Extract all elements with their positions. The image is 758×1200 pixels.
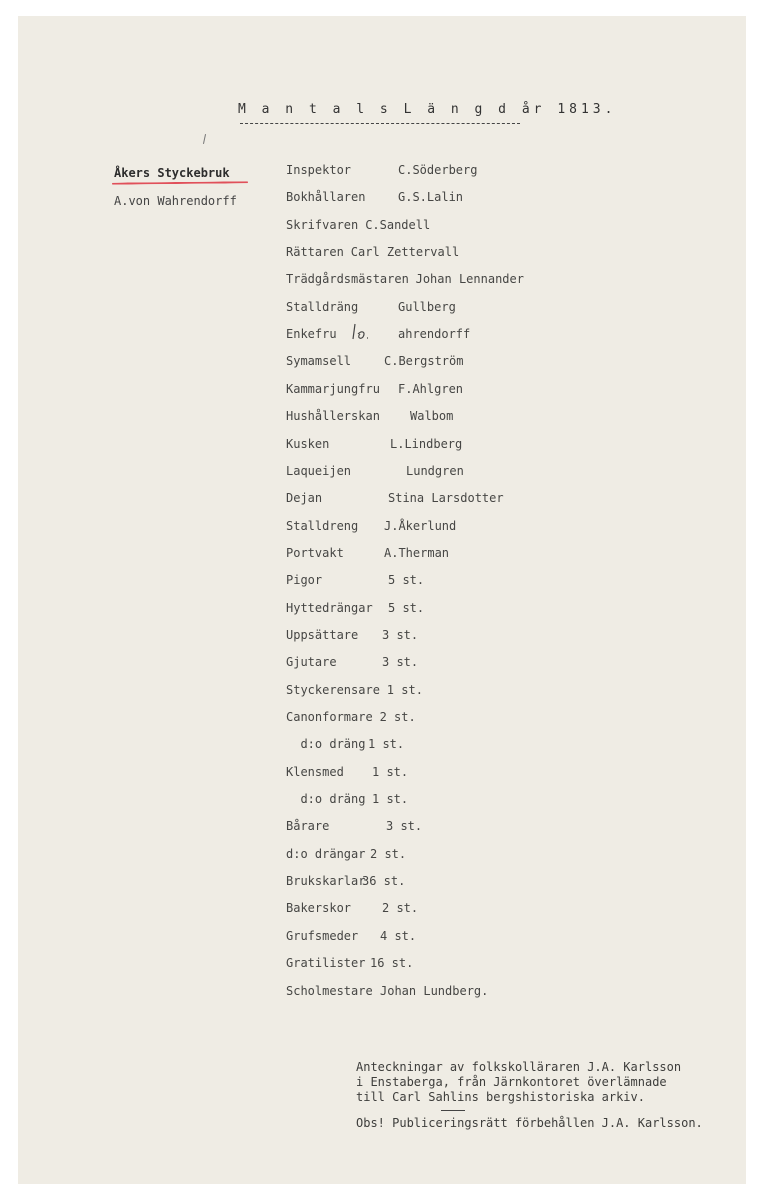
entry-role: Klensmed [286, 764, 344, 779]
entry-role: Enkefru [286, 327, 337, 342]
entry-role: Laqueijen [286, 463, 352, 478]
entry-name: 3 st. [382, 655, 419, 670]
owner-name: A.von Wahrendorff [114, 194, 237, 208]
entry-name: L.Lindberg [390, 436, 463, 451]
entry-role: Gratilister [286, 956, 366, 971]
entry-role: Hushållerskan [286, 409, 380, 424]
entry-name: 3 st. [382, 627, 419, 642]
entry-name: 2 st. [370, 846, 407, 861]
entry-name: F.Ahlgren [398, 381, 464, 396]
entry-role: Inspektor [286, 163, 352, 177]
entry-role: Rättaren [286, 245, 344, 260]
entry-role: Brukskarlar [286, 874, 366, 889]
document-page [18, 16, 746, 1184]
rights-notice: Obs! Publiceringsrätt förbehållen J.A. Karlsson. [356, 1116, 703, 1130]
entry-name: 1 st. [386, 682, 423, 697]
entry-role: Kusken [286, 436, 330, 451]
entry-name: 2 st. [379, 710, 416, 724]
entry-role: Styckerensare [286, 682, 380, 697]
entry-name: Johan Lennander [415, 272, 524, 287]
estate-name: Åkers Styckebruk [114, 166, 230, 180]
entry-name: Carl Zettervall [350, 245, 460, 260]
entry-name: 5 st. [388, 600, 425, 615]
note-separator [441, 1110, 465, 1111]
entry-role: Pigor [286, 573, 323, 588]
entry-role: Portvakt [286, 545, 344, 560]
entry-role: d:o drängar [286, 846, 366, 861]
entry-name: Johan Lundberg. [380, 983, 489, 998]
title-underline [240, 123, 520, 124]
entry-name: 5 st. [388, 573, 425, 588]
entry-name: J.Åkerlund [384, 518, 457, 533]
entry-name: G.S.Lalin [398, 190, 464, 205]
entry-role: Bakerskor [286, 901, 352, 916]
entry-role: Canonformare [286, 710, 373, 724]
entry-role: Grufsmeder [286, 928, 359, 943]
entry-role: Dejan [286, 491, 323, 506]
entry-role: d:o dräng [286, 792, 366, 807]
entry-name: C.Sandell [365, 217, 431, 232]
handwritten-mark [350, 322, 372, 342]
note-line: till Carl Sahlins bergshistoriska arkiv. [356, 1090, 645, 1104]
entry-role: d:o dräng [286, 737, 366, 752]
entry-name: 1 st. [368, 737, 405, 752]
entry-role: Trädgårdsmästaren [286, 272, 409, 287]
entry-role: Hyttedrängar [286, 600, 373, 615]
entry-name: Gullberg [398, 299, 456, 314]
note-line: i Enstaberga, från Järnkontoret överlämnade [356, 1075, 667, 1089]
entry-name: Walbom [410, 409, 454, 424]
entry-name: C.Bergström [384, 354, 464, 369]
entry-name: 16 st. [370, 956, 414, 971]
entry-role: Skrifvaren [286, 217, 359, 232]
document-title: M a n t a l s L ä n g d år 1813. [238, 102, 617, 117]
pencil-mark [203, 134, 206, 144]
entry-name: Lundgren [406, 463, 464, 478]
entry-name: 3 st. [386, 819, 423, 834]
entry-role: Kammarjungfru [286, 381, 380, 396]
estate-red-underline [112, 181, 248, 184]
entry-role: Bårare [286, 819, 330, 834]
entry-name: 1 st. [372, 764, 409, 779]
entry-role: Scholmestare [286, 983, 373, 998]
entry-name: C.Söderberg [398, 163, 478, 177]
entry-name: 1 st. [372, 792, 409, 807]
entry-role: Bokhållaren [286, 190, 366, 205]
archive-note [356, 1060, 703, 1131]
entry-role: Uppsättare [286, 627, 359, 642]
entry-name: A.Therman [384, 545, 450, 560]
entry-role: Symamsell [286, 354, 352, 369]
entry-name: 4 st. [380, 928, 417, 943]
entry-role: Stalldreng [286, 518, 359, 533]
entry-role: Stalldräng [286, 299, 359, 314]
note-line: Anteckningar av folkskolläraren J.A. Karlsson [356, 1060, 682, 1074]
entry-name: 36 st. [362, 874, 406, 889]
entry-name: ahrendorff [398, 327, 471, 342]
entry-role: Gjutare [286, 655, 337, 670]
entry-name: 2 st. [382, 901, 419, 916]
entry-name: Stina Larsdotter [388, 491, 504, 506]
